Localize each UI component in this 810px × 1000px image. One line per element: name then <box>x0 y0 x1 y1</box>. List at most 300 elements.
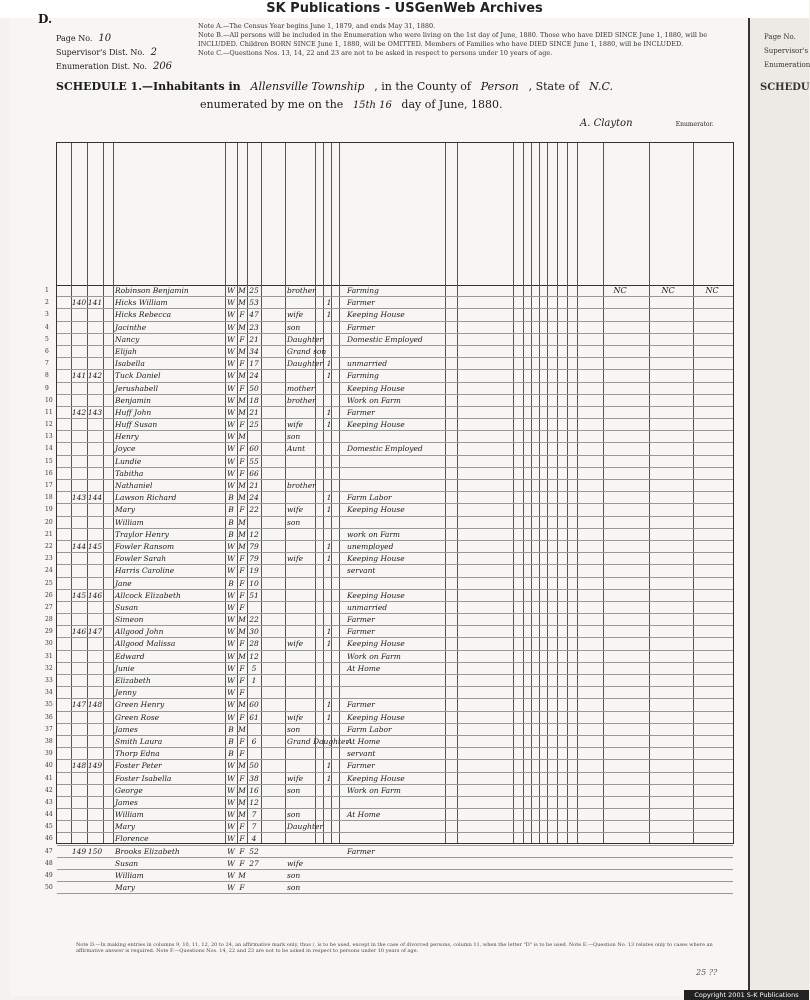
marital-mark: 1 <box>326 359 332 369</box>
color-cell: W <box>227 383 235 393</box>
relationship-cell: son <box>287 883 301 893</box>
person-name: Mary <box>115 883 135 893</box>
table-row <box>45 736 733 748</box>
marital-mark: 1 <box>326 541 332 551</box>
table-row <box>45 553 733 565</box>
sex-cell: F <box>239 712 245 722</box>
row-number: 25 <box>45 579 53 587</box>
table-row <box>45 699 733 711</box>
person-name: Hicks William <box>115 298 168 308</box>
person-name: William <box>115 517 144 527</box>
person-name: Isabella <box>115 359 145 369</box>
occupation-cell: Keeping House <box>347 505 405 515</box>
day-value: 15th 16 <box>352 100 392 111</box>
table-row <box>45 370 733 382</box>
person-name: Jerushabell <box>115 383 159 393</box>
sex-cell: F <box>239 736 245 746</box>
color-cell: W <box>227 651 235 661</box>
person-name: Thorp Edna <box>115 749 160 759</box>
age-cell: 22 <box>249 615 259 625</box>
sex-cell: M <box>238 493 246 503</box>
color-cell: W <box>227 797 235 807</box>
marital-mark: 1 <box>326 505 332 515</box>
color-cell: W <box>227 773 235 783</box>
sex-cell: F <box>239 444 245 454</box>
relationship-cell: son <box>287 517 301 527</box>
table-row <box>45 870 733 882</box>
table-row <box>45 443 733 455</box>
row-number: 11 <box>45 408 53 416</box>
occupation-cell: Keeping House <box>347 420 405 430</box>
family-number: 145 <box>87 541 103 551</box>
person-name: Smith Laura <box>115 736 163 746</box>
sex-cell: F <box>239 822 245 832</box>
census-notes <box>198 22 718 58</box>
person-name: Nancy <box>115 334 140 344</box>
occupation-cell: Farming <box>347 371 379 381</box>
relationship-cell: mother <box>287 383 315 393</box>
sex-cell: F <box>239 420 245 430</box>
adjacent-page-strip <box>750 18 809 996</box>
person-name: Lundie <box>115 456 142 466</box>
marital-mark: 1 <box>326 420 332 430</box>
marital-mark: 1 <box>326 627 332 637</box>
person-name: Allgood John <box>115 627 164 637</box>
marital-mark: 1 <box>326 773 332 783</box>
table-row <box>45 638 733 650</box>
occupation-cell: Domestic Employed <box>347 334 423 344</box>
age-cell: 60 <box>249 444 259 454</box>
color-cell: W <box>227 627 235 637</box>
occupation-cell: unmarried <box>347 602 388 612</box>
row-number: 22 <box>45 542 53 550</box>
color-cell: W <box>227 871 235 880</box>
census-rows <box>45 285 733 894</box>
person-name: Benjamin <box>115 395 151 405</box>
occupation-cell: Work on Farm <box>347 651 401 661</box>
relationship-cell: wife <box>287 773 304 783</box>
marital-mark: 1 <box>326 493 332 503</box>
table-row <box>45 833 733 845</box>
color-cell: W <box>227 334 235 344</box>
occupation-cell: Farmer <box>347 298 375 308</box>
sex-cell: M <box>238 432 246 442</box>
table-row <box>45 492 733 504</box>
color-cell: W <box>227 590 235 600</box>
sex-cell: F <box>239 590 245 600</box>
row-number: 17 <box>45 482 53 489</box>
age-cell: 4 <box>251 834 257 844</box>
age-cell: 24 <box>249 493 259 503</box>
color-cell: W <box>227 883 235 893</box>
age-cell: 25 <box>249 420 259 430</box>
adjacent-label: Enumeration <box>764 61 810 69</box>
person-name: James <box>115 724 138 734</box>
sex-cell: F <box>239 566 245 576</box>
sex-cell: M <box>238 797 246 807</box>
sex-cell: M <box>238 627 246 637</box>
table-row <box>45 285 733 297</box>
person-name: James <box>115 797 138 807</box>
color-cell: B <box>228 529 234 539</box>
sex-cell: F <box>239 602 245 612</box>
color-cell: W <box>227 602 235 612</box>
table-row <box>45 297 733 309</box>
occupation-cell: work on Farm <box>347 529 401 539</box>
row-number: 47 <box>45 847 53 855</box>
note-c: Note C.—Questions Nos. 13, 14, 22 and 23 are not to be asked in respect to persons under 10 years of age. <box>198 49 553 57</box>
archive-banner: SK Publications - USGenWeb Archives <box>0 0 809 18</box>
age-cell: 12 <box>249 797 259 807</box>
marital-mark: 1 <box>326 310 332 320</box>
occupation-cell: At Home <box>347 663 381 673</box>
occupation-cell: Farmer <box>347 322 375 332</box>
dwelling-number: 145 <box>71 590 87 600</box>
table-row <box>45 358 733 370</box>
person-name: Huff Susan <box>115 420 158 430</box>
sex-cell: M <box>238 395 246 405</box>
row-number: 6 <box>45 347 49 355</box>
sex-cell: M <box>238 724 246 734</box>
table-row <box>45 395 733 407</box>
color-cell: W <box>227 663 235 673</box>
age-cell: 66 <box>249 468 259 478</box>
age-cell: 25 <box>249 286 259 295</box>
table-row <box>45 456 733 468</box>
relationship-cell: wife <box>287 639 304 649</box>
table-row <box>45 651 733 663</box>
age-cell: 50 <box>249 761 259 771</box>
table-row <box>45 675 733 687</box>
mother-birthplace-cell: NC <box>705 286 719 295</box>
relationship-cell: Daughter <box>287 359 323 369</box>
dwelling-number: 143 <box>71 493 87 503</box>
person-name: Tabitha <box>115 468 144 478</box>
sex-cell: F <box>239 639 245 649</box>
age-cell: 1 <box>251 676 257 685</box>
color-cell: W <box>227 310 235 320</box>
color-cell: W <box>227 761 235 771</box>
occupation-cell: At Home <box>347 810 381 820</box>
row-number: 2 <box>45 299 49 307</box>
schedule-letter: D. <box>38 12 53 26</box>
occupation-cell: At Home <box>347 736 381 746</box>
sex-cell: M <box>238 286 246 295</box>
color-cell: W <box>227 286 235 295</box>
age-cell: 16 <box>249 785 259 795</box>
footer-notes: Note D.—In making entries in columns 9, 10, 11, 12, 20 to 24, an affirmative mark only, thus /, is to be used, except in the case of divorced persons, column 11, when the letter "D" is to be used. Note E.—Question No. 13 relates only to cases where an affirmative answer is required. Note F.—Questions Nos. 14, 22 and 23 are not to be asked in respect to persons under 10 years of age. <box>76 942 713 954</box>
person-name: Allcock Elizabeth <box>115 590 181 600</box>
color-cell: W <box>227 810 235 820</box>
age-cell: 21 <box>249 334 259 344</box>
enumerator-signature <box>580 118 714 129</box>
person-name: Nathaniel <box>115 481 153 490</box>
row-number: 23 <box>45 555 53 563</box>
sex-cell: M <box>238 871 246 880</box>
row-number: 8 <box>45 372 49 380</box>
dwelling-number: 140 <box>71 298 87 308</box>
relationship-cell: son <box>287 810 301 820</box>
sex-cell: M <box>238 700 246 710</box>
color-cell: B <box>228 749 234 759</box>
table-row <box>45 322 733 334</box>
person-name: Traylor Henry <box>115 529 169 539</box>
column-headers <box>57 143 733 286</box>
row-number: 33 <box>45 677 53 684</box>
sex-cell: F <box>239 846 245 856</box>
sex-cell: F <box>239 858 245 868</box>
enumeration-label: Enumeration Dist. No. <box>56 62 147 71</box>
person-name: Foster Peter <box>115 761 162 771</box>
table-row <box>45 614 733 626</box>
row-number: 46 <box>45 835 53 843</box>
family-number: 142 <box>87 371 103 381</box>
table-row <box>45 712 733 724</box>
enumeration-value: 206 <box>152 61 173 72</box>
occupation-cell: Keeping House <box>347 639 405 649</box>
row-number: 38 <box>45 737 53 745</box>
relationship-cell: Daughter <box>287 334 323 344</box>
family-number: 149 <box>87 761 103 771</box>
age-cell: 24 <box>249 371 259 381</box>
age-cell: 12 <box>249 529 259 539</box>
color-cell: B <box>228 578 234 588</box>
sex-cell: F <box>239 383 245 393</box>
row-number: 26 <box>45 591 53 599</box>
dwelling-number: 148 <box>71 761 87 771</box>
township-value: Allensville Township <box>250 80 365 93</box>
sex-cell: F <box>239 505 245 515</box>
occupation-cell: Keeping House <box>347 590 405 600</box>
row-number: 21 <box>45 530 53 538</box>
row-number: 15 <box>45 457 53 465</box>
table-row <box>45 578 733 590</box>
color-cell: W <box>227 541 235 551</box>
color-cell: W <box>227 346 235 356</box>
relationship-cell: brother <box>287 286 316 295</box>
age-cell: 47 <box>249 310 259 320</box>
page-no-label: Page No. <box>56 34 93 43</box>
relationship-cell: wife <box>287 554 304 564</box>
person-name: Jacinthe <box>115 322 147 332</box>
table-row <box>45 773 733 785</box>
sex-cell: M <box>238 481 246 490</box>
row-number: 37 <box>45 725 53 733</box>
table-row <box>45 602 733 614</box>
dwelling-number: 149 <box>71 846 87 856</box>
table-row <box>45 724 733 736</box>
occupation-cell: Work on Farm <box>347 785 401 795</box>
dwelling-number: 142 <box>71 407 87 417</box>
table-row <box>45 797 733 809</box>
person-name: Brooks Elizabeth <box>115 846 180 856</box>
age-cell: 7 <box>251 822 257 832</box>
occupation-cell: Farm Labor <box>347 724 392 734</box>
relationship-cell: wife <box>287 712 304 722</box>
person-name: Susan <box>115 858 139 868</box>
color-cell: B <box>228 505 234 515</box>
color-cell: B <box>228 493 234 503</box>
person-name: Simeon <box>115 615 144 625</box>
color-cell: W <box>227 785 235 795</box>
row-number: 49 <box>45 872 53 879</box>
sex-cell: F <box>239 676 245 685</box>
sex-cell: M <box>238 322 246 332</box>
color-cell: W <box>227 688 235 698</box>
note-b: Note B.—All persons will be included in the Enumeration who were living on the 1st day of June, 1880. Those who have DIED SINCE June 1, 1880, will be INCLUDED. Children BORN SINCE June 1, 1880, will be OMITTED. Members of Families who have DIED SINCE June 1, 1880, will be INCLUDED. <box>198 31 708 48</box>
age-cell: 6 <box>251 736 257 746</box>
color-cell: W <box>227 554 235 564</box>
marital-mark: 1 <box>326 371 332 381</box>
sex-cell: F <box>239 456 245 466</box>
person-name: Mary <box>115 505 135 515</box>
sex-cell: F <box>239 883 245 893</box>
person-name: Junie <box>115 663 135 673</box>
person-name: Foster Isabella <box>115 773 172 783</box>
father-birthplace-cell: NC <box>661 286 675 295</box>
state-value: N.C. <box>589 80 614 93</box>
person-name: Henry <box>115 432 139 442</box>
color-cell: W <box>227 566 235 576</box>
sex-cell: F <box>239 310 245 320</box>
table-row <box>45 663 733 675</box>
table-row <box>45 468 733 480</box>
county-label: , in the County of <box>374 80 471 93</box>
marital-mark: 1 <box>326 407 332 417</box>
row-number: 32 <box>45 664 53 672</box>
color-cell: W <box>227 432 235 442</box>
person-name: Huff John <box>115 407 152 417</box>
color-cell: W <box>227 639 235 649</box>
adjacent-label: Page No. <box>764 33 796 41</box>
color-cell: W <box>227 407 235 417</box>
supervisor-value: 2 <box>150 47 157 58</box>
person-name: Robinson Benjamin <box>115 286 189 295</box>
table-row <box>45 785 733 797</box>
row-number: 12 <box>45 421 53 429</box>
sex-cell: M <box>238 517 246 527</box>
adjacent-page-header <box>764 30 810 72</box>
sex-cell: M <box>238 651 246 661</box>
row-number: 50 <box>45 884 53 892</box>
table-row <box>45 541 733 553</box>
age-cell: 21 <box>249 407 259 417</box>
sex-cell: M <box>238 615 246 625</box>
color-cell: W <box>227 444 235 454</box>
sex-cell: M <box>238 407 246 417</box>
row-number: 44 <box>45 811 53 819</box>
enumerator-name: A. Clayton <box>580 118 633 129</box>
row-number: 29 <box>45 628 53 636</box>
row-number: 5 <box>45 335 49 343</box>
dwelling-number: 141 <box>71 371 87 381</box>
age-cell: 12 <box>249 651 259 661</box>
table-row <box>45 687 733 699</box>
marital-mark: 1 <box>326 554 332 564</box>
table-row <box>45 346 733 358</box>
occupation-cell: Farm Labor <box>347 493 392 503</box>
person-name: Susan <box>115 602 139 612</box>
row-number: 20 <box>45 518 53 526</box>
copyright-notice: Copyright 2001 S-K Publications <box>684 990 809 1000</box>
table-row <box>45 821 733 833</box>
sex-cell: M <box>238 371 246 381</box>
table-row <box>45 882 733 894</box>
relationship-cell: son <box>287 322 301 332</box>
occupation-cell: Keeping House <box>347 712 405 722</box>
marital-mark: 1 <box>326 700 332 710</box>
note-a: Note A.—The Census Year begins June 1, 1879, and ends May 31, 1880. <box>198 22 436 30</box>
row-number: 45 <box>45 823 53 831</box>
county-value: Person <box>480 80 519 93</box>
sex-cell: F <box>239 468 245 478</box>
marital-mark: 1 <box>326 298 332 308</box>
color-cell: B <box>228 724 234 734</box>
relationship-cell: brother <box>287 395 316 405</box>
relationship-cell: son <box>287 871 301 880</box>
person-name: Fowler Ransom <box>115 541 175 551</box>
age-cell: 38 <box>249 773 259 783</box>
table-row <box>45 626 733 638</box>
occupation-cell: unemployed <box>347 541 394 551</box>
family-number: 147 <box>87 627 103 637</box>
sex-cell: F <box>239 359 245 369</box>
color-cell: W <box>227 395 235 405</box>
relationship-cell: Grand Daughter <box>287 736 350 746</box>
census-table <box>45 142 734 893</box>
table-row <box>45 858 733 870</box>
table-row <box>45 846 733 858</box>
person-name: Elizabeth <box>115 676 151 685</box>
person-name: Green Henry <box>115 700 165 710</box>
row-number: 35 <box>45 701 53 709</box>
color-cell: W <box>227 420 235 430</box>
enumerated-line <box>200 98 502 111</box>
age-cell: 5 <box>251 663 257 673</box>
relationship-cell: Grand son <box>287 346 327 356</box>
person-name: George <box>115 785 143 795</box>
age-cell: 52 <box>249 846 259 856</box>
enumerator-label: Enumerator. <box>675 121 714 128</box>
sex-cell: M <box>238 761 246 771</box>
sex-cell: F <box>239 663 245 673</box>
enumerated-prefix: enumerated by me on the <box>200 98 344 111</box>
occupation-cell: Keeping House <box>347 554 405 564</box>
relationship-cell: son <box>287 785 301 795</box>
dwelling-number: 144 <box>71 541 87 551</box>
person-name: Fowler Sarah <box>115 554 167 564</box>
color-cell: W <box>227 858 235 868</box>
row-number: 7 <box>45 360 49 368</box>
row-number: 9 <box>45 384 49 392</box>
row-number: 27 <box>45 603 53 611</box>
person-name: Allgood Malissa <box>115 639 176 649</box>
row-number: 19 <box>45 506 53 514</box>
sex-cell: M <box>238 785 246 795</box>
occupation-cell: servant <box>347 749 376 759</box>
person-name: William <box>115 871 144 880</box>
row-number: 13 <box>45 433 53 441</box>
person-name: William <box>115 810 144 820</box>
table-row <box>45 748 733 760</box>
row-number: 10 <box>45 396 53 404</box>
family-number: 150 <box>87 846 103 856</box>
age-cell: 51 <box>249 590 259 600</box>
family-number: 144 <box>87 493 103 503</box>
page-no-value: 10 <box>98 33 112 44</box>
dwelling-number: 147 <box>71 700 87 710</box>
color-cell: W <box>227 481 235 490</box>
